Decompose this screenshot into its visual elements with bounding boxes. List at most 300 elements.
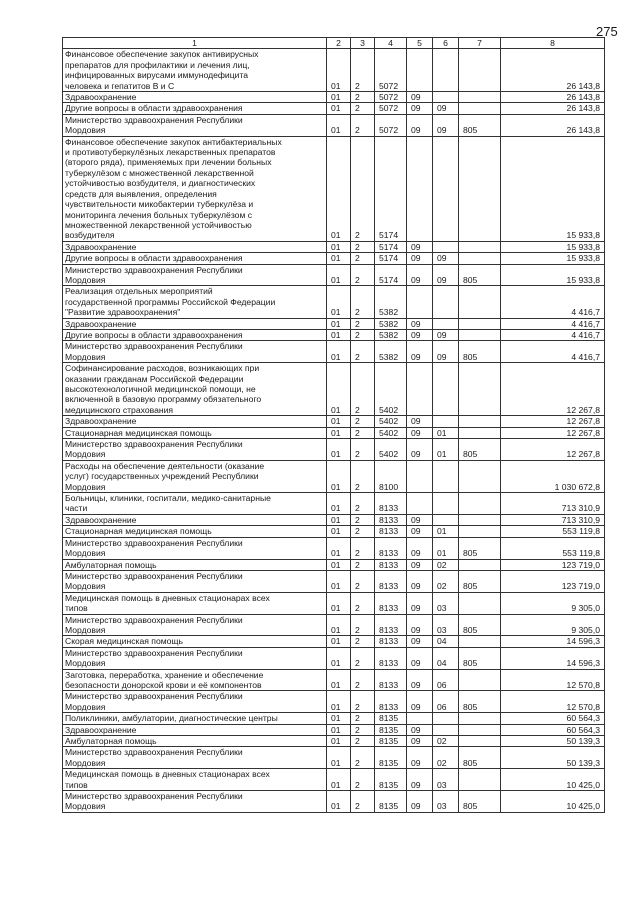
row-name-cell: Министерство здравоохранения Республики Мордовия	[63, 614, 327, 636]
row-name-cell: Заготовка, переработка, хранение и обеспечение безопасности донорской крови и её компонентов	[63, 669, 327, 691]
subsection-cell	[433, 318, 459, 329]
ministry-code-cell	[459, 241, 501, 252]
code-cell: 5174	[375, 264, 407, 286]
amount-cell: 50 139,3	[501, 747, 605, 769]
section-cell: 09	[407, 341, 433, 363]
section-cell: 09	[407, 691, 433, 713]
ministry-code-cell	[459, 92, 501, 103]
row-name-cell: Министерство здравоохранения Республики Мордовия	[63, 570, 327, 592]
code-cell: 5072	[375, 114, 407, 136]
table-row	[63, 647, 605, 669]
table-row	[63, 439, 605, 461]
budget-table	[62, 37, 605, 813]
section-cell: 09	[407, 592, 433, 614]
code-cell: 01	[327, 691, 351, 713]
table-row	[63, 736, 605, 747]
ministry-code-cell	[459, 329, 501, 340]
code-cell: 2	[351, 427, 375, 438]
code-cell: 5382	[375, 329, 407, 340]
amount-cell: 4 416,7	[501, 341, 605, 363]
code-cell: 5174	[375, 136, 407, 241]
amount-cell: 12 570,8	[501, 691, 605, 713]
subsection-cell: 01	[433, 427, 459, 438]
amount-cell: 12 267,8	[501, 439, 605, 461]
ministry-code-cell	[459, 136, 501, 241]
code-cell: 01	[327, 103, 351, 114]
code-cell: 5402	[375, 416, 407, 427]
amount-cell: 12 267,8	[501, 363, 605, 416]
row-name-cell: Медицинская помощь в дневных стационарах всех типов	[63, 592, 327, 614]
column-header: 7	[459, 38, 501, 49]
ministry-code-cell	[459, 49, 501, 92]
subsection-cell: 09	[433, 264, 459, 286]
ministry-code-cell	[459, 736, 501, 747]
table-row	[63, 724, 605, 735]
ministry-code-cell	[459, 460, 501, 492]
row-name-cell: Здравоохранение	[63, 724, 327, 735]
table-row	[63, 614, 605, 636]
code-cell: 01	[327, 526, 351, 537]
section-cell: 09	[407, 791, 433, 813]
code-cell: 5402	[375, 427, 407, 438]
section-cell: 09	[407, 439, 433, 461]
ministry-code-cell	[459, 559, 501, 570]
code-cell: 2	[351, 318, 375, 329]
code-cell: 01	[327, 614, 351, 636]
code-cell: 8133	[375, 570, 407, 592]
ministry-code-cell: 805	[459, 341, 501, 363]
ministry-code-cell: 805	[459, 264, 501, 286]
section-cell: 09	[407, 570, 433, 592]
row-name-cell: Амбулаторная помощь	[63, 736, 327, 747]
amount-cell: 123 719,0	[501, 570, 605, 592]
table-row	[63, 592, 605, 614]
row-name-cell: Софинансирование расходов, возникающих при оказании гражданам Российской Федерации высокотехнологичной медицинской помощи, не включенной в базовую программу обязательного медицинского страхования	[63, 363, 327, 416]
code-cell: 2	[351, 114, 375, 136]
subsection-cell: 06	[433, 669, 459, 691]
code-cell: 5402	[375, 363, 407, 416]
subsection-cell: 02	[433, 570, 459, 592]
subsection-cell	[433, 49, 459, 92]
code-cell: 2	[351, 691, 375, 713]
section-cell: 09	[407, 92, 433, 103]
amount-cell: 553 119,8	[501, 537, 605, 559]
code-cell: 2	[351, 253, 375, 264]
ministry-code-cell	[459, 526, 501, 537]
amount-cell: 14 596,3	[501, 647, 605, 669]
code-cell: 5402	[375, 439, 407, 461]
table-row	[63, 329, 605, 340]
code-cell: 8135	[375, 736, 407, 747]
table-row	[63, 136, 605, 241]
code-cell: 01	[327, 647, 351, 669]
code-cell: 01	[327, 559, 351, 570]
ministry-code-cell	[459, 318, 501, 329]
section-cell: 09	[407, 241, 433, 252]
subsection-cell: 01	[433, 537, 459, 559]
code-cell: 8100	[375, 460, 407, 492]
table-row	[63, 636, 605, 647]
row-name-cell: Министерство здравоохранения Республики Мордовия	[63, 341, 327, 363]
code-cell: 2	[351, 493, 375, 515]
table-row	[63, 570, 605, 592]
code-cell: 01	[327, 363, 351, 416]
ministry-code-cell	[459, 416, 501, 427]
section-cell: 09	[407, 669, 433, 691]
section-cell: 09	[407, 114, 433, 136]
code-cell: 01	[327, 49, 351, 92]
code-cell: 8133	[375, 669, 407, 691]
amount-cell: 12 570,8	[501, 669, 605, 691]
code-cell: 5382	[375, 341, 407, 363]
code-cell: 01	[327, 747, 351, 769]
section-cell	[407, 136, 433, 241]
ministry-code-cell: 805	[459, 747, 501, 769]
subsection-cell: 09	[433, 253, 459, 264]
subsection-cell: 02	[433, 736, 459, 747]
row-name-cell: Стационарная медицинская помощь	[63, 526, 327, 537]
code-cell: 5174	[375, 241, 407, 252]
section-cell: 09	[407, 427, 433, 438]
amount-cell: 4 416,7	[501, 286, 605, 318]
code-cell: 2	[351, 713, 375, 724]
subsection-cell: 03	[433, 769, 459, 791]
row-name-cell: Здравоохранение	[63, 318, 327, 329]
section-cell: 09	[407, 416, 433, 427]
section-cell: 09	[407, 526, 433, 537]
amount-cell: 12 267,8	[501, 416, 605, 427]
subsection-cell	[433, 514, 459, 525]
ministry-code-cell	[459, 427, 501, 438]
code-cell: 8135	[375, 791, 407, 813]
column-header: 4	[375, 38, 407, 49]
column-header: 2	[327, 38, 351, 49]
subsection-cell: 06	[433, 691, 459, 713]
amount-cell: 10 425,0	[501, 769, 605, 791]
ministry-code-cell: 805	[459, 647, 501, 669]
subsection-cell: 02	[433, 747, 459, 769]
code-cell: 2	[351, 647, 375, 669]
section-cell	[407, 49, 433, 92]
subsection-cell: 09	[433, 341, 459, 363]
table-row	[63, 341, 605, 363]
amount-cell: 713 310,9	[501, 493, 605, 515]
code-cell: 01	[327, 724, 351, 735]
code-cell: 8133	[375, 614, 407, 636]
page-number: 275	[596, 24, 618, 39]
code-cell: 01	[327, 736, 351, 747]
amount-cell: 26 143,8	[501, 92, 605, 103]
table-row	[63, 526, 605, 537]
amount-cell: 14 596,3	[501, 636, 605, 647]
row-name-cell: Министерство здравоохранения Республики Мордовия	[63, 537, 327, 559]
row-name-cell: Финансовое обеспечение закупок антивирусных препаратов для профилактики и лечения лиц, инфицированных вирусами иммунодефицита человека и гепатитов В и С	[63, 49, 327, 92]
code-cell: 2	[351, 592, 375, 614]
amount-cell: 553 119,8	[501, 526, 605, 537]
code-cell: 2	[351, 570, 375, 592]
section-cell: 09	[407, 614, 433, 636]
code-cell: 5072	[375, 92, 407, 103]
code-cell: 01	[327, 318, 351, 329]
section-cell: 09	[407, 559, 433, 570]
code-cell: 01	[327, 537, 351, 559]
row-name-cell: Министерство здравоохранения Республики Мордовия	[63, 791, 327, 813]
code-cell: 01	[327, 713, 351, 724]
column-header: 5	[407, 38, 433, 49]
row-name-cell: Здравоохранение	[63, 514, 327, 525]
amount-cell: 26 143,8	[501, 103, 605, 114]
subsection-cell	[433, 363, 459, 416]
amount-cell: 9 305,0	[501, 614, 605, 636]
column-header: 3	[351, 38, 375, 49]
subsection-cell: 09	[433, 329, 459, 340]
code-cell: 2	[351, 669, 375, 691]
code-cell: 2	[351, 636, 375, 647]
code-cell: 8133	[375, 647, 407, 669]
amount-cell: 4 416,7	[501, 318, 605, 329]
code-cell: 2	[351, 514, 375, 525]
row-name-cell: Финансовое обеспечение закупок антибактериальных и противотуберкулёзных лекарственных препаратов (второго ряда), применяемых при лечении больных туберкулёзом с множественной лекарственной устойчивостью возбудителя, и диагностических средств для выявления, определения чувствительности микобактерии туберкулёза и мониторинга лечения больных туберкулёзом с множественной лекарственной устойчивостью возбудителя	[63, 136, 327, 241]
row-name-cell: Министерство здравоохранения Республики Мордовия	[63, 439, 327, 461]
amount-cell: 60 564,3	[501, 713, 605, 724]
row-name-cell: Здравоохранение	[63, 92, 327, 103]
ministry-code-cell	[459, 286, 501, 318]
table-row	[63, 49, 605, 92]
amount-cell: 26 143,8	[501, 114, 605, 136]
code-cell: 5382	[375, 318, 407, 329]
code-cell: 8135	[375, 713, 407, 724]
code-cell: 8133	[375, 526, 407, 537]
subsection-cell	[433, 136, 459, 241]
ministry-code-cell: 805	[459, 439, 501, 461]
amount-cell: 12 267,8	[501, 427, 605, 438]
section-cell	[407, 363, 433, 416]
code-cell: 2	[351, 241, 375, 252]
table-row	[63, 416, 605, 427]
code-cell: 01	[327, 493, 351, 515]
code-cell: 5072	[375, 49, 407, 92]
ministry-code-cell: 805	[459, 614, 501, 636]
code-cell: 01	[327, 669, 351, 691]
code-cell: 2	[351, 559, 375, 570]
code-cell: 5072	[375, 103, 407, 114]
ministry-code-cell: 805	[459, 114, 501, 136]
subsection-cell: 03	[433, 592, 459, 614]
section-cell: 09	[407, 636, 433, 647]
subsection-cell	[433, 241, 459, 252]
code-cell: 8135	[375, 747, 407, 769]
subsection-cell	[433, 286, 459, 318]
row-name-cell: Другие вопросы в области здравоохранения	[63, 103, 327, 114]
code-cell: 01	[327, 341, 351, 363]
ministry-code-cell	[459, 724, 501, 735]
code-cell: 2	[351, 341, 375, 363]
section-cell: 09	[407, 747, 433, 769]
code-cell: 8133	[375, 493, 407, 515]
row-name-cell: Министерство здравоохранения Республики Мордовия	[63, 747, 327, 769]
amount-cell: 15 933,8	[501, 264, 605, 286]
code-cell: 01	[327, 416, 351, 427]
subsection-cell	[433, 92, 459, 103]
amount-cell: 10 425,0	[501, 791, 605, 813]
table-row	[63, 537, 605, 559]
subsection-cell	[433, 724, 459, 735]
amount-cell: 15 933,8	[501, 136, 605, 241]
code-cell: 2	[351, 460, 375, 492]
code-cell: 01	[327, 570, 351, 592]
code-cell: 2	[351, 286, 375, 318]
section-cell	[407, 493, 433, 515]
row-name-cell: Министерство здравоохранения Республики Мордовия	[63, 647, 327, 669]
subsection-cell: 09	[433, 114, 459, 136]
amount-cell: 60 564,3	[501, 724, 605, 735]
code-cell: 01	[327, 427, 351, 438]
code-cell: 01	[327, 136, 351, 241]
subsection-cell: 03	[433, 614, 459, 636]
table-row	[63, 713, 605, 724]
subsection-cell	[433, 493, 459, 515]
code-cell: 01	[327, 769, 351, 791]
row-name-cell: Здравоохранение	[63, 241, 327, 252]
table-row	[63, 363, 605, 416]
section-cell	[407, 286, 433, 318]
ministry-code-cell	[459, 636, 501, 647]
code-cell: 2	[351, 724, 375, 735]
code-cell: 8133	[375, 559, 407, 570]
code-cell: 2	[351, 416, 375, 427]
table-header-row	[63, 38, 605, 49]
row-name-cell: Министерство здравоохранения Республики Мордовия	[63, 264, 327, 286]
table-row	[63, 253, 605, 264]
section-cell: 09	[407, 329, 433, 340]
subsection-cell	[433, 416, 459, 427]
code-cell: 01	[327, 636, 351, 647]
code-cell: 2	[351, 136, 375, 241]
ministry-code-cell	[459, 253, 501, 264]
code-cell: 2	[351, 439, 375, 461]
table-row	[63, 691, 605, 713]
table-row	[63, 318, 605, 329]
column-header: 8	[501, 38, 605, 49]
table-row	[63, 92, 605, 103]
section-cell: 09	[407, 514, 433, 525]
ministry-code-cell: 805	[459, 537, 501, 559]
table-row	[63, 559, 605, 570]
ministry-code-cell	[459, 769, 501, 791]
row-name-cell: Больницы, клиники, госпитали, медико-санитарные части	[63, 493, 327, 515]
row-name-cell: Другие вопросы в области здравоохранения	[63, 329, 327, 340]
code-cell: 01	[327, 514, 351, 525]
row-name-cell: Реализация отдельных мероприятий государственной программы Российской Федерации "Развитие здравоохранения"	[63, 286, 327, 318]
table-row	[63, 241, 605, 252]
code-cell: 2	[351, 264, 375, 286]
row-name-cell: Министерство здравоохранения Республики Мордовия	[63, 691, 327, 713]
subsection-cell: 01	[433, 526, 459, 537]
section-cell: 09	[407, 736, 433, 747]
table-row	[63, 103, 605, 114]
code-cell: 01	[327, 286, 351, 318]
code-cell: 01	[327, 253, 351, 264]
amount-cell: 9 305,0	[501, 592, 605, 614]
subsection-cell	[433, 713, 459, 724]
table-row	[63, 791, 605, 813]
table-row	[63, 427, 605, 438]
ministry-code-cell	[459, 363, 501, 416]
subsection-cell: 03	[433, 791, 459, 813]
section-cell: 09	[407, 103, 433, 114]
table-row	[63, 514, 605, 525]
code-cell: 2	[351, 791, 375, 813]
ministry-code-cell: 805	[459, 791, 501, 813]
row-name-cell: Другие вопросы в области здравоохранения	[63, 253, 327, 264]
code-cell: 2	[351, 103, 375, 114]
row-name-cell: Стационарная медицинская помощь	[63, 427, 327, 438]
code-cell: 8135	[375, 724, 407, 735]
section-cell: 09	[407, 647, 433, 669]
code-cell: 2	[351, 736, 375, 747]
section-cell	[407, 713, 433, 724]
ministry-code-cell	[459, 103, 501, 114]
code-cell: 01	[327, 264, 351, 286]
table-row	[63, 460, 605, 492]
ministry-code-cell: 805	[459, 691, 501, 713]
code-cell: 01	[327, 329, 351, 340]
table-row	[63, 493, 605, 515]
code-cell: 2	[351, 614, 375, 636]
column-header: 6	[433, 38, 459, 49]
code-cell: 01	[327, 460, 351, 492]
amount-cell: 713 310,9	[501, 514, 605, 525]
section-cell: 09	[407, 724, 433, 735]
code-cell: 2	[351, 769, 375, 791]
table-row	[63, 264, 605, 286]
code-cell: 8133	[375, 537, 407, 559]
row-name-cell: Медицинская помощь в дневных стационарах всех типов	[63, 769, 327, 791]
section-cell: 09	[407, 318, 433, 329]
table-row	[63, 747, 605, 769]
ministry-code-cell	[459, 592, 501, 614]
amount-cell: 4 416,7	[501, 329, 605, 340]
ministry-code-cell	[459, 713, 501, 724]
row-name-cell: Скорая медицинская помощь	[63, 636, 327, 647]
code-cell: 01	[327, 241, 351, 252]
code-cell: 8133	[375, 592, 407, 614]
code-cell: 8135	[375, 769, 407, 791]
table-row	[63, 114, 605, 136]
subsection-cell: 04	[433, 636, 459, 647]
code-cell: 2	[351, 363, 375, 416]
amount-cell: 15 933,8	[501, 241, 605, 252]
table-row	[63, 286, 605, 318]
amount-cell: 123 719,0	[501, 559, 605, 570]
code-cell: 01	[327, 439, 351, 461]
subsection-cell: 01	[433, 439, 459, 461]
code-cell: 5174	[375, 253, 407, 264]
ministry-code-cell	[459, 514, 501, 525]
amount-cell: 1 030 672,8	[501, 460, 605, 492]
code-cell: 2	[351, 92, 375, 103]
table-row	[63, 769, 605, 791]
ministry-code-cell	[459, 493, 501, 515]
table-row	[63, 669, 605, 691]
row-name-cell: Здравоохранение	[63, 416, 327, 427]
code-cell: 2	[351, 526, 375, 537]
code-cell: 8133	[375, 514, 407, 525]
subsection-cell	[433, 460, 459, 492]
code-cell: 01	[327, 114, 351, 136]
subsection-cell: 02	[433, 559, 459, 570]
code-cell: 2	[351, 49, 375, 92]
